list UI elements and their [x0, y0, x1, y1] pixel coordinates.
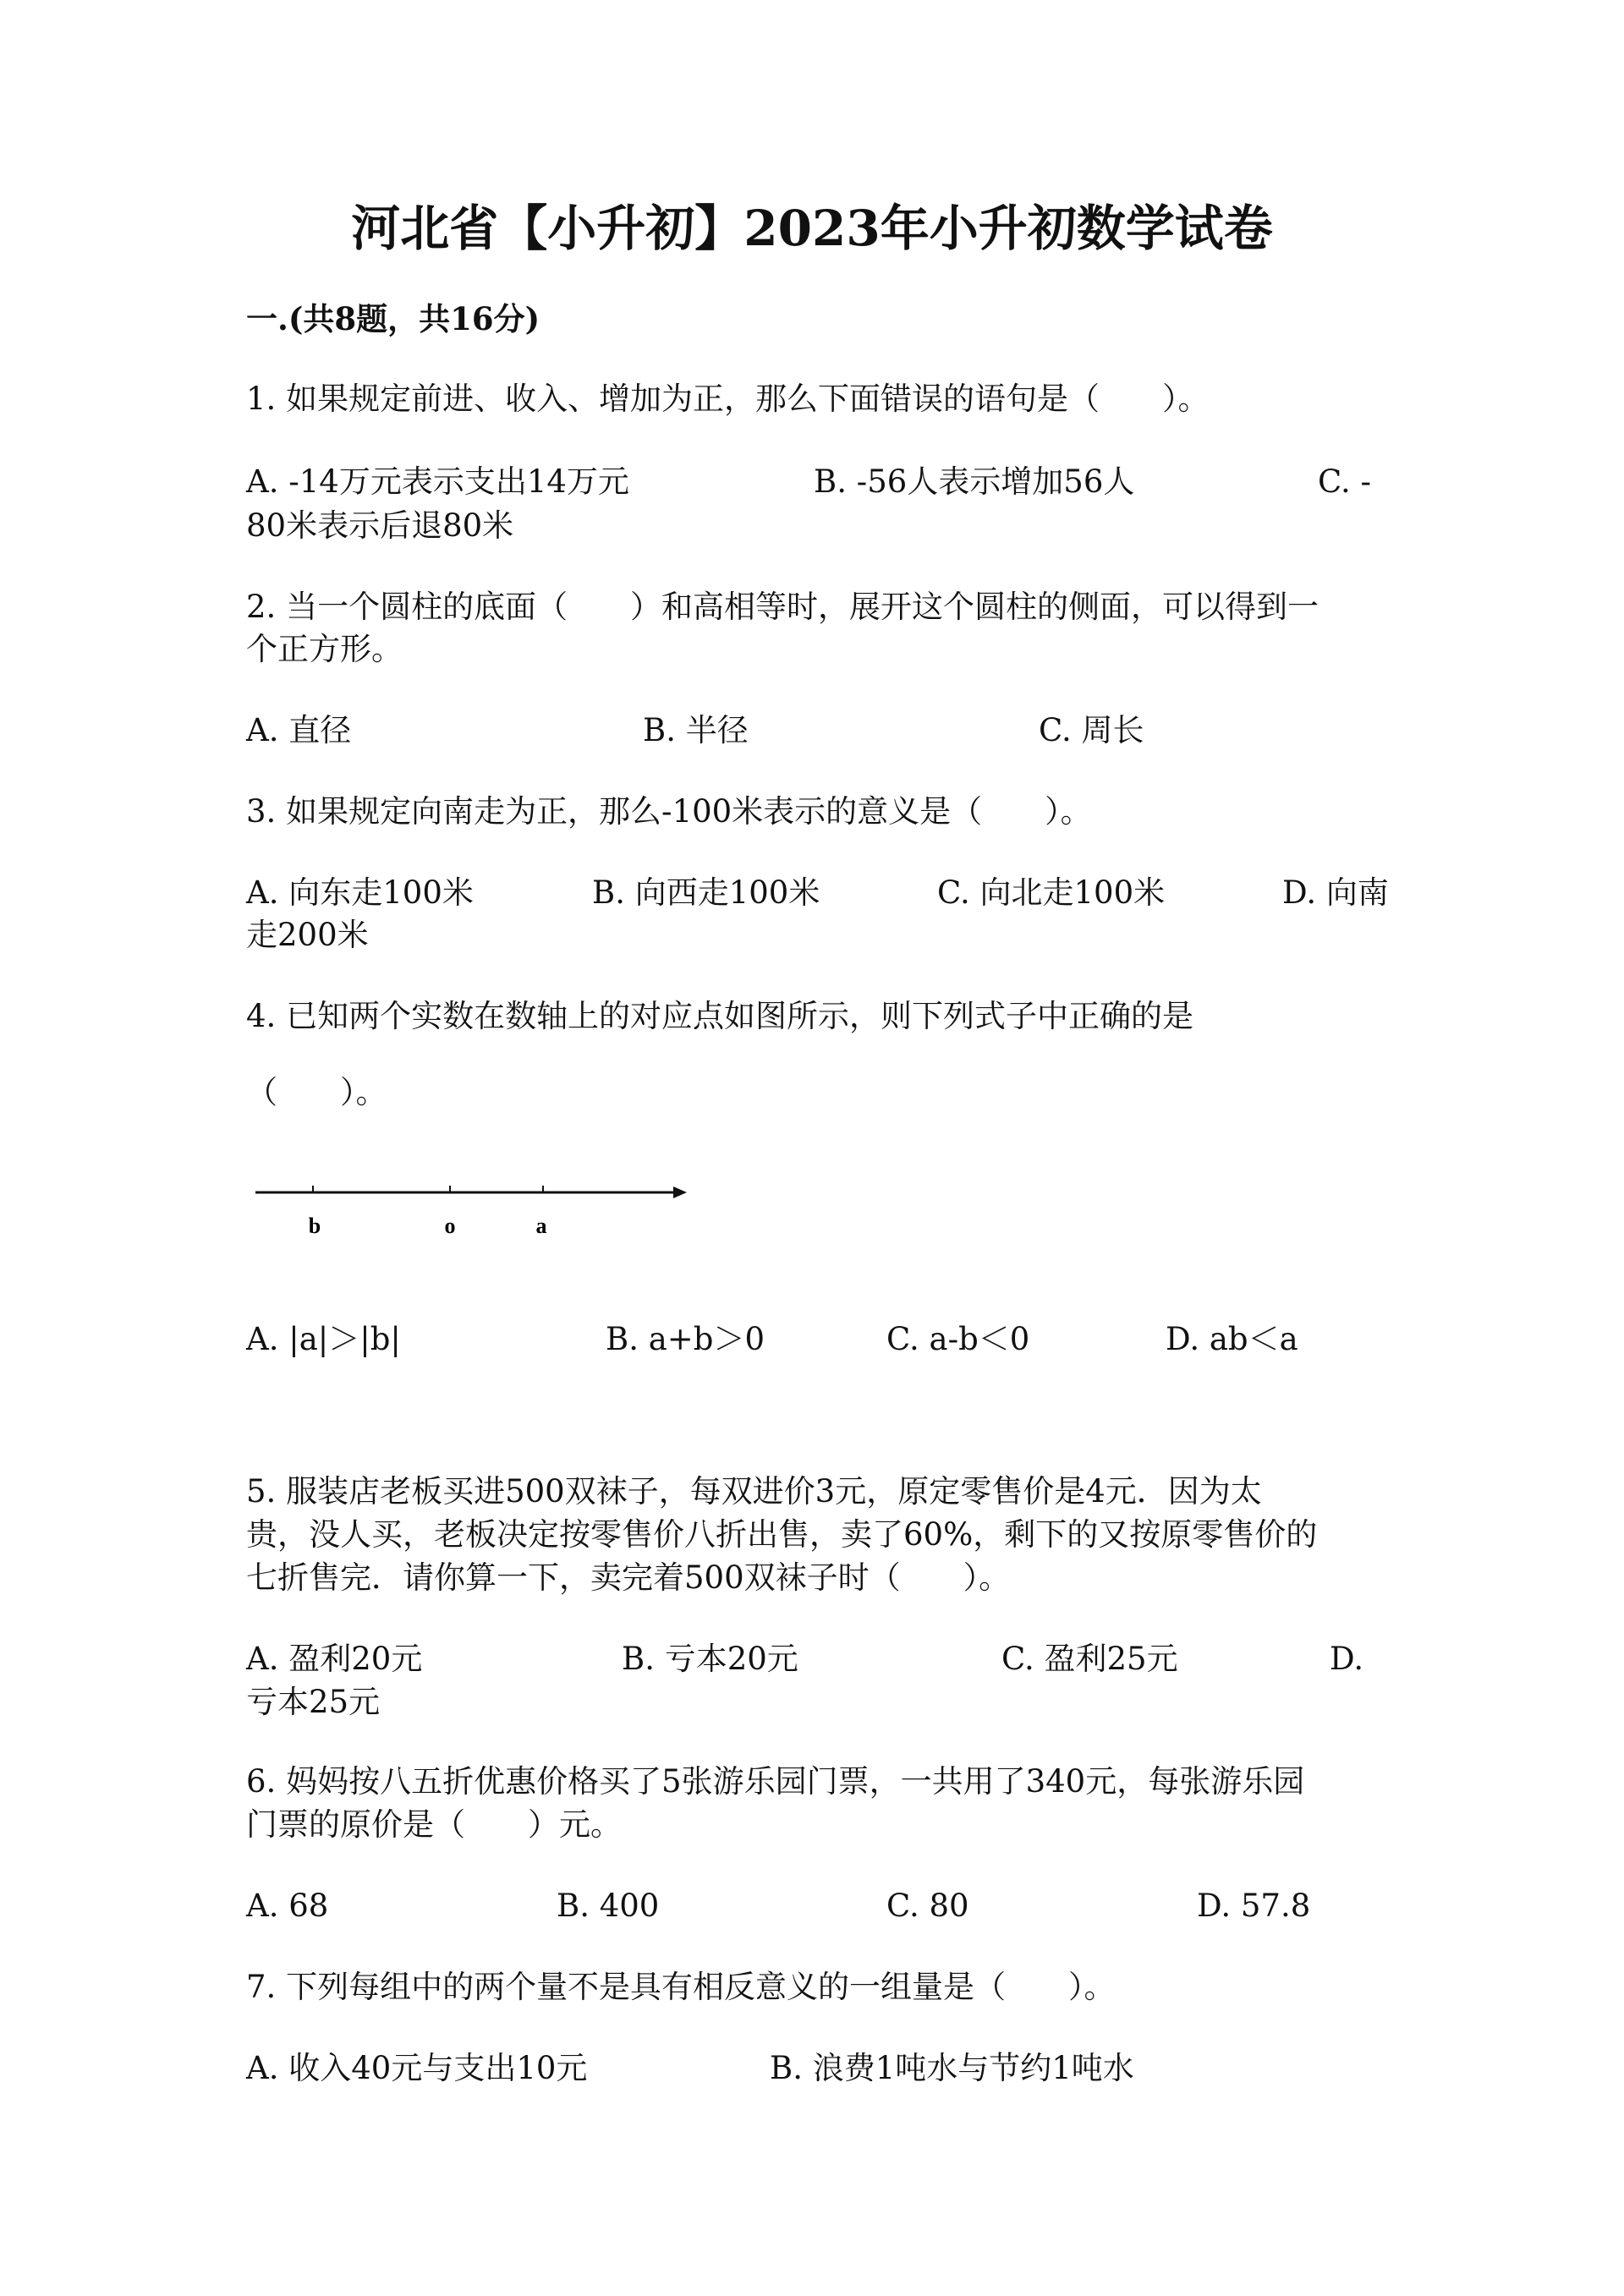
question-1-option-c-cont: 80米表示后退80米: [246, 507, 514, 544]
question-6-option-c: C. 80: [886, 1888, 969, 1924]
question-2-option-b: B. 半径: [643, 712, 749, 748]
section-heading: 一.(共8题，共16分): [246, 300, 540, 337]
question-3-option-b: B. 向西走100米: [592, 874, 820, 911]
question-5-option-d: D.: [1330, 1641, 1364, 1677]
question-3-stem: 3. 如果规定向南走为正，那么-100米表示的意义是（ ）。: [246, 793, 1092, 830]
label-a: a: [535, 1214, 547, 1238]
question-3-option-d-cont: 走200米: [246, 917, 369, 953]
question-4-option-a: A. |a|＞|b|: [246, 1321, 401, 1357]
question-1-option-a: A. -14万元表示支出14万元: [246, 463, 629, 500]
number-line-figure: [254, 1167, 694, 1269]
question-5-stem-line2: 贵，没人买，老板决定按零售价八折出售，卖了60%，剩下的又按原零售价的: [246, 1516, 1318, 1553]
question-6-option-d: D. 57.8: [1197, 1888, 1311, 1924]
question-4-option-c: C. a-b＜0: [886, 1321, 1030, 1357]
question-7-stem: 7. 下列每组中的两个量不是具有相反意义的一组量是（ ）。: [246, 1969, 1116, 2005]
question-6-option-a: A. 68: [246, 1888, 329, 1924]
question-5-option-d-cont: 亏本25元: [246, 1684, 381, 1720]
question-3-option-a: A. 向东走100米: [246, 874, 474, 911]
question-2-stem-line1: 2. 当一个圆柱的底面（ ）和高相等时，展开这个圆柱的侧面，可以得到一: [246, 589, 1320, 625]
question-2-stem-line2: 个正方形。: [246, 631, 403, 667]
question-6-stem-line2: 门票的原价是（ ）元。: [246, 1806, 622, 1843]
question-4-stem-line1: 4. 已知两个实数在数轴上的对应点如图所示，则下列式子中正确的是: [246, 998, 1194, 1034]
question-4-stem-line2: （ ）。: [246, 1074, 387, 1110]
question-4-option-d: D. ab＜a: [1166, 1321, 1298, 1357]
page-title: 河北省【小升初】2023年小升初数学试卷: [351, 200, 1273, 257]
label-o: o: [444, 1214, 456, 1238]
question-7-option-b: B. 浪费1吨水与节约1吨水: [770, 2050, 1134, 2086]
question-5-option-b: B. 亏本20元: [622, 1641, 798, 1677]
question-6-stem-line1: 6. 妈妈按八五折优惠价格买了5张游乐园门票，一共用了340元，每张游乐园: [246, 1763, 1305, 1800]
question-1-option-c: C. -: [1318, 463, 1372, 500]
question-5-option-a: A. 盈利20元: [246, 1641, 423, 1677]
question-5-stem-line3: 七折售完．请你算一下，卖完着500双袜子时（ ）。: [246, 1559, 1011, 1596]
question-3-option-c: C. 向北走100米: [937, 874, 1166, 911]
question-2-option-c: C. 周长: [1039, 712, 1144, 748]
question-7-option-a: A. 收入40元与支出10元: [246, 2050, 588, 2086]
question-1-stem: 1. 如果规定前进、收入、增加为正，那么下面错误的语句是（ ）。: [246, 381, 1210, 417]
question-6-option-b: B. 400: [557, 1888, 660, 1924]
number-line-arrow-icon: [673, 1186, 687, 1198]
question-5-option-c: C. 盈利25元: [1001, 1641, 1178, 1677]
question-3-option-d: D. 向南: [1282, 874, 1389, 911]
label-b: b: [308, 1214, 321, 1238]
question-2-option-a: A. 直径: [246, 712, 352, 748]
question-5-stem-line1: 5. 服装店老板买进500双袜子，每双进价3元，原定零售价是4元．因为太: [246, 1473, 1262, 1510]
question-1-option-b: B. -56人表示增加56人: [814, 463, 1135, 500]
question-4-option-b: B. a+b＞0: [606, 1321, 765, 1357]
